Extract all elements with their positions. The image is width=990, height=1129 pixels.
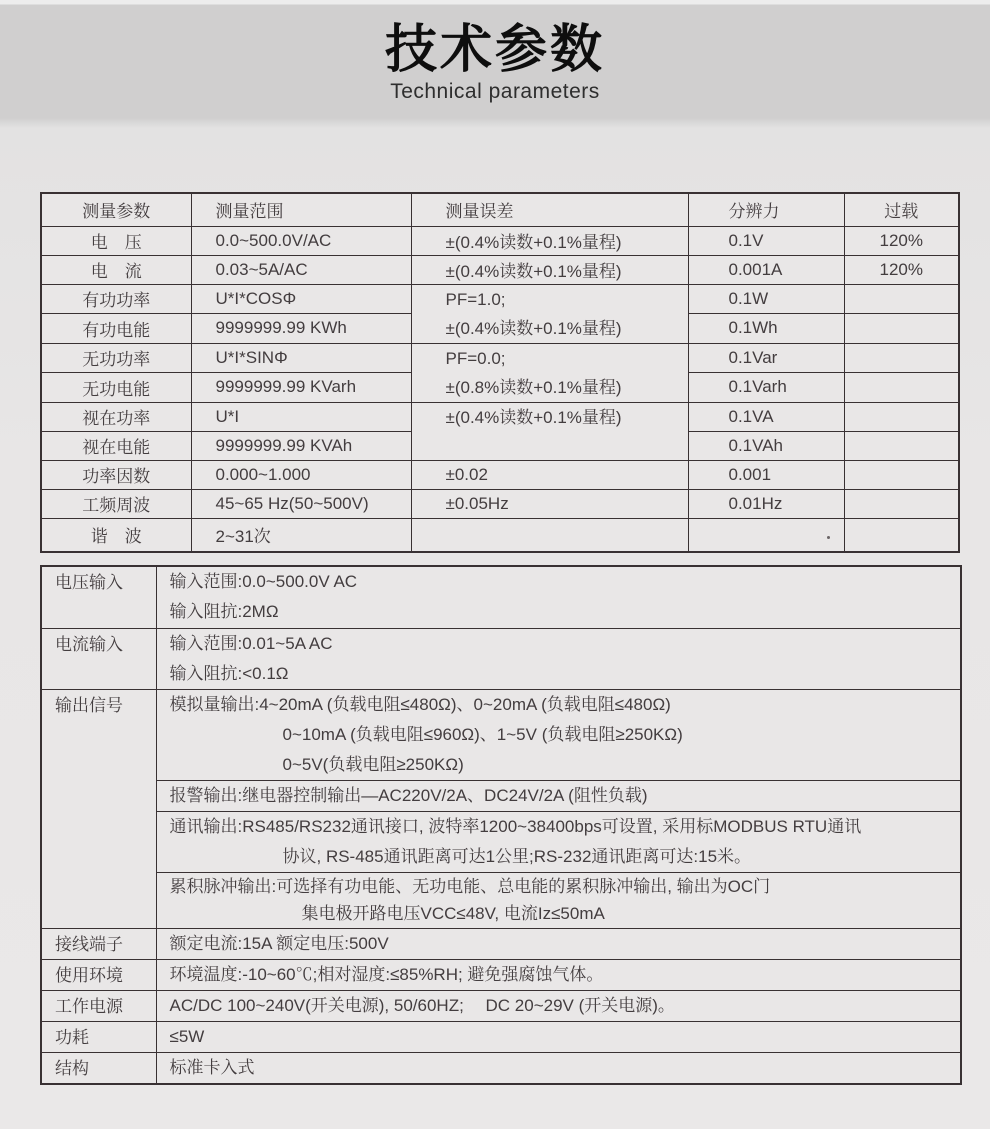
- spec-error: [411, 255, 688, 284]
- spec-row-6: [41, 402, 959, 431]
- spec-range: 9999999.99 KVarh: [191, 373, 411, 403]
- spec-resolution: 0.1VA: [688, 402, 844, 431]
- spec-error-line: ±(0.4%读数+0.1%量程): [445, 407, 622, 427]
- detail-row-3: [41, 928, 961, 959]
- spec-header-4: 过载: [844, 193, 959, 226]
- spec-error: [411, 518, 688, 552]
- detail-line: 输入阻抗:<0.1Ω: [169, 663, 289, 683]
- spec-error: [411, 489, 688, 518]
- spec-header-3: 分辨力: [688, 193, 844, 226]
- spec-param: 工频周波: [41, 489, 191, 518]
- spec-range: U*I*SINΦ: [191, 343, 411, 373]
- spec-range: 9999999.99 KVAh: [191, 431, 411, 460]
- page-subtitle: Technical parameters: [390, 80, 600, 103]
- detail-content: [156, 959, 961, 990]
- detail-section-0: [157, 690, 961, 780]
- page-header: [0, 22, 990, 104]
- spec-overload: [844, 431, 959, 460]
- spec-range: 9999999.99 KWh: [191, 314, 411, 344]
- detail-line: 累积脉冲输出:可选择有功电能、无功电能、总电能的累积脉冲输出, 输出为OC门: [169, 876, 771, 896]
- detail-label: 使用环境: [41, 959, 156, 990]
- spec-param: 功率因数: [41, 460, 191, 489]
- detail-line: 报警输出:继电器控制输出—AC220V/2A、DC24V/2A (阻性负载): [169, 785, 648, 805]
- spec-error: [411, 402, 688, 460]
- detail-line: 集电极开路电压VCC≤48V, 电流Iz≤50mA: [301, 903, 605, 923]
- spec-overload: [844, 460, 959, 489]
- detail-row-1: [41, 628, 961, 689]
- spec-range: 0.0~500.0V/AC: [191, 226, 411, 255]
- spec-header-1: 测量范围: [191, 193, 411, 226]
- spec-resolution: 0.1V: [688, 226, 844, 255]
- detail-content: [156, 1052, 961, 1084]
- detail-section-1: [157, 780, 961, 811]
- detail-label: 工作电源: [41, 990, 156, 1021]
- detail-line: 通讯输出:RS485/RS232通讯接口, 波特率1200~38400bps可设置, 采用标MODBUS RTU通讯: [169, 816, 862, 836]
- measurement-spec-table: [40, 192, 960, 553]
- detail-line: 环境温度:-10~60℃;相对湿度:≤85%RH; 避免强腐蚀气体。: [169, 964, 604, 984]
- spec-error-line: ±0.05Hz: [445, 493, 509, 513]
- spec-resolution: [688, 518, 844, 552]
- spec-error: [411, 226, 688, 255]
- detail-label: 结构: [41, 1052, 156, 1084]
- detail-content: [156, 1021, 961, 1052]
- detail-line: 0~10mA (负载电阻≤960Ω)、1~5V (负载电阻≥250KΩ): [282, 724, 683, 744]
- spec-param: 电 流: [41, 255, 191, 284]
- spec-row-10: [41, 518, 959, 552]
- spec-overload: [844, 284, 959, 314]
- spec-range: U*I: [191, 402, 411, 431]
- spec-resolution: 0.1VAh: [688, 431, 844, 460]
- spec-param: 电 压: [41, 226, 191, 255]
- detail-row-0: [41, 566, 961, 628]
- spec-row-2: [41, 284, 959, 314]
- spec-error: [411, 343, 688, 402]
- spec-row-4: [41, 343, 959, 373]
- spec-resolution: 0.1Wh: [688, 314, 844, 344]
- spec-resolution: 0.1Varh: [688, 373, 844, 403]
- spec-overload: [844, 343, 959, 373]
- spec-range: 45~65 Hz(50~500V): [191, 489, 411, 518]
- spec-overload: 120%: [844, 226, 959, 255]
- detail-content: [156, 566, 961, 628]
- detail-label: 功耗: [41, 1021, 156, 1052]
- spec-param: 有功功率: [41, 284, 191, 314]
- detail-line: 输入范围:0.01~5A AC: [169, 633, 333, 653]
- page-title: 技术参数: [384, 21, 605, 79]
- spec-error-line: ±(0.4%读数+0.1%量程): [445, 233, 622, 252]
- spec-overload: [844, 518, 959, 552]
- detail-content: [156, 628, 961, 689]
- spec-error: [411, 460, 688, 489]
- spec-error: [411, 284, 688, 343]
- spec-resolution: 0.001A: [688, 255, 844, 284]
- spec-error-line: ±(0.4%读数+0.1%量程): [445, 318, 622, 338]
- spec-error-line: PF=1.0;: [445, 289, 506, 309]
- spec-resolution: 0.001: [688, 460, 844, 489]
- spec-overload: [844, 489, 959, 518]
- detail-row-2: [41, 689, 961, 928]
- detail-label: 接线端子: [41, 928, 156, 959]
- spec-header-0: 测量参数: [41, 193, 191, 226]
- spec-param: 视在功率: [41, 402, 191, 431]
- spec-overload: [844, 402, 959, 431]
- spec-resolution: 0.01Hz: [688, 489, 844, 518]
- spec-error-line: ±(0.8%读数+0.1%量程): [445, 377, 622, 397]
- spec-row-0: [41, 226, 959, 255]
- spec-error-line: ±0.02: [445, 464, 488, 484]
- detail-label: 输出信号: [41, 689, 156, 928]
- spec-header-2: 测量误差: [411, 193, 688, 226]
- spec-param: 谐 波: [41, 518, 191, 552]
- detail-row-6: [41, 1021, 961, 1052]
- detail-content: [156, 689, 961, 928]
- spec-range: 0.000~1.000: [191, 460, 411, 489]
- spec-param: 有功电能: [41, 314, 191, 344]
- spec-param: 无功电能: [41, 373, 191, 403]
- detail-line: 协议, RS-485通讯距离可达1公里;RS-232通讯距离可达:15米。: [282, 846, 752, 866]
- detail-line: 标准卡入式: [169, 1057, 255, 1077]
- spec-error-line: ±(0.4%读数+0.1%量程): [445, 262, 622, 281]
- detail-section-3: [157, 872, 961, 928]
- detail-row-7: [41, 1052, 961, 1084]
- spec-resolution: 0.1W: [688, 284, 844, 314]
- detail-line: 输入阻抗:2MΩ: [169, 602, 279, 621]
- spec-resolution: 0.1Var: [688, 343, 844, 373]
- spec-range: U*I*COSΦ: [191, 284, 411, 314]
- spec-row-9: [41, 489, 959, 518]
- detail-row-5: [41, 990, 961, 1021]
- spec-range: 2~31次: [191, 518, 411, 552]
- spec-overload: 120%: [844, 255, 959, 284]
- detail-line: AC/DC 100~240V(开关电源), 50/60HZ; DC 20~29V (开关电源)。: [169, 995, 675, 1015]
- spec-error-line: PF=0.0;: [445, 348, 506, 368]
- detail-line: 输入范围:0.0~500.0V AC: [169, 572, 358, 591]
- stray-dot-artifact: [827, 536, 830, 539]
- detail-content: [156, 990, 961, 1021]
- detail-line: 模拟量输出:4~20mA (负载电阻≤480Ω)、0~20mA (负载电阻≤480Ω): [169, 694, 671, 714]
- spec-row-8: [41, 460, 959, 489]
- detail-section-2: [157, 811, 961, 872]
- spec-overload: [844, 373, 959, 403]
- detail-line: 0~5V(负载电阻≥250KΩ): [282, 754, 464, 774]
- detail-label: 电流输入: [41, 628, 156, 689]
- spec-param: 视在电能: [41, 431, 191, 460]
- detail-label: 电压输入: [41, 566, 156, 628]
- spec-range: 0.03~5A/AC: [191, 255, 411, 284]
- detail-row-4: [41, 959, 961, 990]
- detail-content: [156, 928, 961, 959]
- spec-overload: [844, 314, 959, 344]
- detail-line: 额定电流:15A 额定电压:500V: [169, 933, 389, 953]
- spec-param: 无功功率: [41, 343, 191, 373]
- spec-row-1: [41, 255, 959, 284]
- detail-line: ≤5W: [169, 1026, 205, 1046]
- io-detail-table: [40, 565, 962, 1085]
